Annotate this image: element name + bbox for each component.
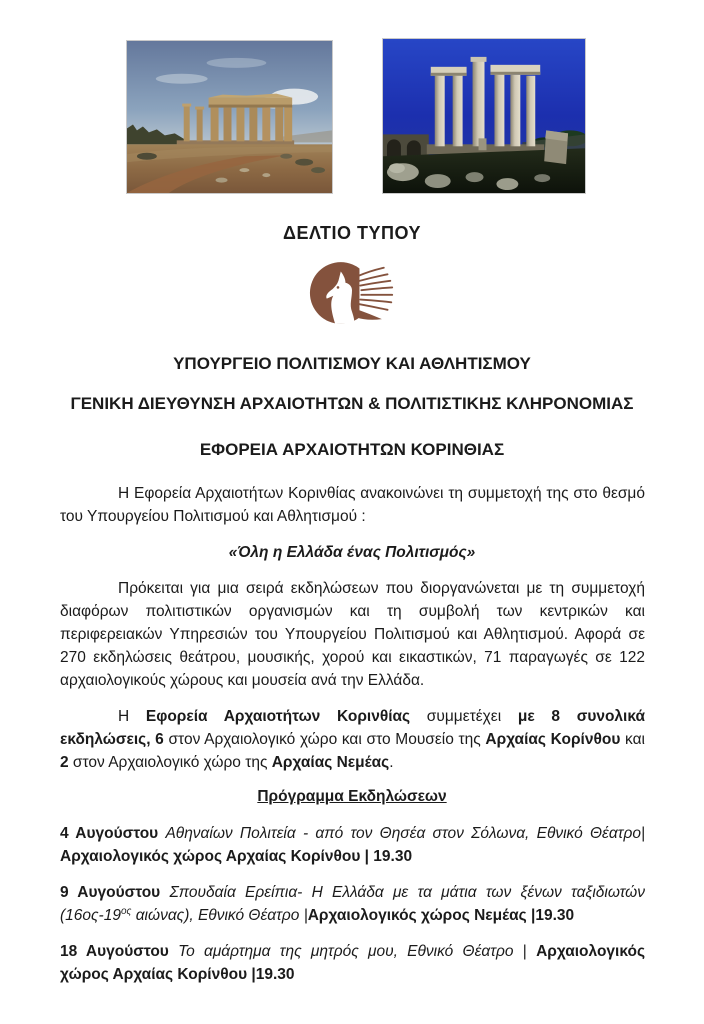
participation-paragraph [60, 705, 645, 774]
description-paragraph: Πρόκειται για μια σειρά εκδηλώσεων που διοργανώνεται με τη συμμετοχή διαφόρων πολιτιστικών οργανισμών και τη συμβολή των κεντρικών και περιφερειακών Υπηρεσιών του Υπουργείου Πολιτισμού και Αθλητισμού. Αφορά σε 270 εκδηλώσεις θεάτρου, μουσικής, χορού και εικαστικών, 71 παραγωγές σε 122 αρχαιολογικούς χώρους και μουσεία ανά την Ελλάδα. [60, 580, 645, 689]
pegasus-horse-icon [309, 254, 395, 332]
event-venue: Αρχαιολογικός χώρος Νεμέας |19.30 [307, 907, 575, 924]
press-release-title: ΔΕΛΤΙΟ ΤΥΠΟΥ [283, 223, 421, 243]
superscript-run: ος [120, 905, 132, 917]
text-run: Η [118, 708, 146, 725]
bold-run: Εφορεία Αρχαιοτήτων Κορινθίας [145, 708, 411, 725]
text-run: στον Αρχαιολογικό χώρο και στο Μουσείο της [163, 731, 486, 748]
ministry-heading: ΥΠΟΥΡΓΕΙΟ ΠΟΛΙΤΙΣΜΟΥ ΚΑΙ ΑΘΛΗΤΙΣΜΟΥ [173, 354, 531, 373]
text-run: αιώνας), Εθνικό Θέατρο | [131, 907, 308, 924]
announcement-paragraph: Η Εφορεία Αρχαιοτήτων Κορινθίας ανακοινώνει τη συμμετοχή της στο θεσμό του Υπουργείου Πολιτισμού και Αθλητισμού : [60, 485, 645, 525]
text-run: και [620, 731, 645, 748]
program-heading: Πρόγραμμα Εκδηλώσεων [257, 788, 447, 805]
event-item [60, 940, 645, 986]
text-run: . [389, 754, 394, 771]
bold-run: Αρχαίας Κορίνθου [485, 731, 621, 748]
event-date: 4 Αυγούστου [60, 825, 159, 842]
event-item [60, 822, 645, 868]
nemea-temple-illustration [383, 39, 585, 193]
event-title: Το αμάρτημα της μητρός μου, Εθνικό Θέατρο [178, 943, 514, 960]
event-title: Αθηναίων Πολιτεία - από τον Θησέα στον Σόλωνα, Εθνικό Θέατρο| [165, 825, 645, 842]
bold-run: με 8 συνολικά εκδηλώσεις, 6 [60, 708, 646, 748]
text-run: Σπουδαία Ερείπια- Η Ελλάδα με τα μάτια των ξένων ταξιδιωτών (16ος-19 [60, 884, 645, 924]
nemea-temple-photo [382, 38, 586, 194]
header-photos [0, 0, 704, 194]
directorate-heading: ΓΕΝΙΚΗ ΔΙΕΥΘΥΝΣΗ ΑΡΧΑΙΟΤΗΤΩΝ & ΠΟΛΙΤΙΣΤΙΚΗΣ ΚΛΗΡΟΝΟΜΙΑΣ [70, 394, 634, 413]
event-item [60, 881, 645, 927]
event-venue: Αρχαιολογικός χώρος Αρχαίας Κορίνθου | 19.30 [60, 848, 413, 865]
event-venue: Αρχαιολογικός χώρος Αρχαίας Κορίνθου |19.30 [60, 943, 646, 983]
bold-run: 2 [60, 754, 69, 771]
text-run: στον Αρχαιολογικό χώρο της [68, 754, 272, 771]
text-run: | [513, 943, 537, 960]
pegasus-ministry-logo-icon [309, 254, 395, 332]
event-date: 18 Αυγούστου [60, 943, 169, 960]
text-run: συμμετέχει [410, 708, 518, 725]
bold-run: Αρχαίας Νεμέας [271, 754, 390, 771]
slogan-line: «Όλη η Ελλάδα ένας Πολιτισμός» [228, 544, 476, 561]
corinth-temple-illustration [127, 41, 332, 193]
ancient-corinth-temple-photo [126, 40, 333, 194]
ephorate-heading: ΕΦΟΡΕΙΑ ΑΡΧΑΙΟΤΗΤΩΝ ΚΟΡΙΝΘΙΑΣ [199, 440, 505, 459]
event-date: 9 Αυγούστου [60, 884, 161, 901]
